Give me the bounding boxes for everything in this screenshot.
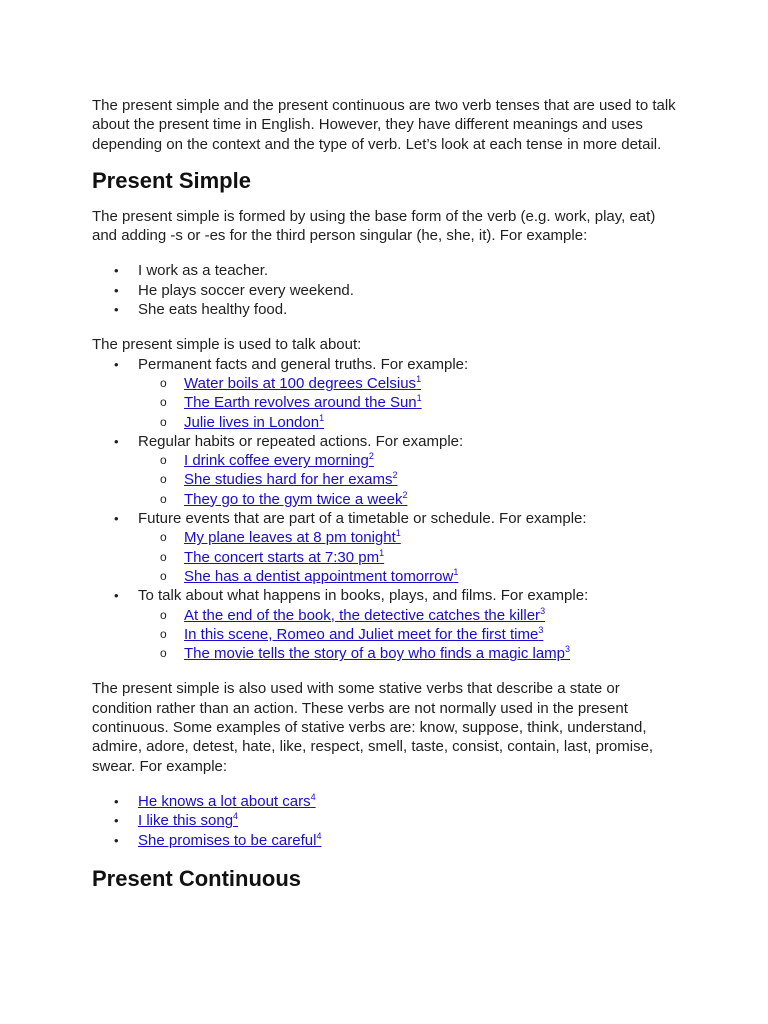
example-link[interactable]: Julie lives in London$^1$ bbox=[184, 412, 325, 431]
use-label: To talk about what happens in books, plays, and films. For example: bbox=[138, 587, 589, 605]
intro-paragraph: The present simple and the present continuous are two verb tenses that are used to talk about the present time in English. However, they have different meanings and uses depending on the context and the type of verb. Let’s look at each tense in more detail. bbox=[92, 97, 676, 153]
sub-list-item bbox=[138, 548, 682, 567]
footnote-ref: 1 bbox=[319, 412, 325, 423]
footnote-ref: 4 bbox=[233, 811, 239, 822]
circle-bullet-icon: o bbox=[160, 472, 167, 487]
sub-list bbox=[138, 374, 682, 432]
example-link[interactable]: They go to the gym twice a week$^2$ bbox=[184, 489, 408, 508]
use-item-habits bbox=[92, 432, 682, 509]
list-item bbox=[92, 792, 682, 811]
stative-paragraph: The present simple is also used with some stative verbs that describe a state or condition rather than an action. These verbs are not normally used in the present continuous. Some examples of stative verbs are: know, suppose, think, understand, admire, adore, detest, hate, like, respect, smell, taste, consist, contain, last, promise, swear. For example: bbox=[92, 680, 654, 775]
bullet-icon: • bbox=[114, 433, 119, 449]
circle-bullet-icon: o bbox=[160, 491, 167, 506]
circle-bullet-icon: o bbox=[160, 530, 167, 545]
footnote-ref: 1 bbox=[395, 528, 401, 539]
bullet-icon: • bbox=[114, 588, 119, 604]
footnote-ref: 1 bbox=[416, 393, 422, 404]
footnote-ref: 2 bbox=[368, 451, 374, 462]
example-link[interactable]: She studies hard for her exams$^2$ bbox=[184, 470, 398, 489]
sub-list-item bbox=[138, 644, 682, 663]
footnote-ref: 1 bbox=[379, 547, 385, 558]
example-link[interactable]: She has a dentist appointment tomorrow$^1$ bbox=[184, 566, 459, 585]
example-link[interactable]: Water boils at 100 degrees Celsius$^1$ bbox=[184, 373, 422, 392]
document-page bbox=[92, 96, 682, 905]
formation-examples-list bbox=[92, 261, 682, 319]
footnote-ref: 3 bbox=[540, 605, 546, 616]
example-link[interactable]: I drink coffee every morning$^2$ bbox=[184, 451, 374, 470]
footnote-ref: 1 bbox=[453, 566, 459, 577]
example-link[interactable]: The movie tells the story of a boy who finds a magic lamp$^3$ bbox=[184, 644, 571, 663]
example-link[interactable]: I like this song$^4$ bbox=[138, 811, 239, 830]
circle-bullet-icon: o bbox=[160, 646, 167, 661]
footnote-ref: 1 bbox=[416, 373, 422, 384]
sub-list-item bbox=[138, 625, 682, 644]
use-label: Future events that are part of a timetable or schedule. For example: bbox=[138, 510, 587, 528]
bullet-icon: • bbox=[114, 813, 119, 829]
list-item bbox=[92, 300, 682, 319]
footnote-ref: 3 bbox=[538, 624, 544, 635]
use-label: Regular habits or repeated actions. For example: bbox=[138, 432, 464, 450]
circle-bullet-icon: o bbox=[160, 395, 167, 410]
footnote-ref: 4 bbox=[316, 830, 322, 841]
sub-list-item bbox=[138, 413, 682, 432]
circle-bullet-icon: o bbox=[160, 453, 167, 468]
sub-list bbox=[138, 451, 682, 509]
circle-bullet-icon: o bbox=[160, 375, 167, 390]
sub-list-item bbox=[138, 606, 682, 625]
list-item-text: He plays soccer every weekend. bbox=[138, 281, 354, 299]
heading-present-continuous: Present Continuous bbox=[92, 865, 302, 891]
stative-examples-list bbox=[92, 792, 682, 850]
footnote-ref: 3 bbox=[565, 644, 571, 655]
formation-paragraph: The present simple is formed by using the base form of the verb (e.g. work, play, eat) and adding -s or -es for the third person singular (he, she, it). For example: bbox=[92, 207, 656, 245]
used-for-intro: The present simple is used to talk about: bbox=[92, 336, 362, 354]
sub-list-item bbox=[138, 528, 682, 547]
footnote-ref: 2 bbox=[402, 489, 408, 500]
sub-list bbox=[138, 606, 682, 664]
example-link[interactable]: He knows a lot about cars$^4$ bbox=[138, 791, 316, 810]
circle-bullet-icon: o bbox=[160, 607, 167, 622]
example-link[interactable]: The concert starts at 7:30 pm$^1$ bbox=[184, 547, 385, 566]
example-link[interactable]: She promises to be careful$^4$ bbox=[138, 830, 322, 849]
list-item bbox=[92, 831, 682, 850]
bullet-icon: • bbox=[114, 793, 119, 809]
heading-present-simple: Present Simple bbox=[92, 167, 251, 193]
use-item-facts bbox=[92, 355, 682, 432]
circle-bullet-icon: o bbox=[160, 626, 167, 641]
sub-list-item bbox=[138, 567, 682, 586]
example-link[interactable]: The Earth revolves around the Sun$^1$ bbox=[184, 393, 422, 412]
sub-list bbox=[138, 528, 682, 586]
uses-list bbox=[92, 355, 682, 664]
example-link[interactable]: My plane leaves at 8 pm tonight$^1$ bbox=[184, 528, 401, 547]
sub-list-item bbox=[138, 374, 682, 393]
footnote-ref: 2 bbox=[392, 470, 398, 481]
circle-bullet-icon: o bbox=[160, 549, 167, 564]
example-link[interactable]: In this scene, Romeo and Juliet meet for the first time$^3$ bbox=[184, 624, 544, 643]
list-item bbox=[92, 811, 682, 830]
circle-bullet-icon: o bbox=[160, 568, 167, 583]
sub-list-item bbox=[138, 470, 682, 489]
list-item-text: I work as a teacher. bbox=[138, 262, 269, 280]
sub-list-item bbox=[138, 393, 682, 412]
footnote-ref: 4 bbox=[310, 791, 316, 802]
bullet-icon: • bbox=[114, 356, 119, 372]
sub-list-item bbox=[138, 451, 682, 470]
use-item-timetable bbox=[92, 509, 682, 586]
list-item-text: She eats healthy food. bbox=[138, 301, 288, 319]
bullet-icon: • bbox=[114, 282, 119, 298]
use-label: Permanent facts and general truths. For example: bbox=[138, 355, 469, 373]
circle-bullet-icon: o bbox=[160, 414, 167, 429]
example-link[interactable]: At the end of the book, the detective catches the killer$^3$ bbox=[184, 605, 546, 624]
list-item bbox=[92, 281, 682, 300]
bullet-icon: • bbox=[114, 832, 119, 848]
bullet-icon: • bbox=[114, 263, 119, 279]
use-item-narratives bbox=[92, 586, 682, 663]
sub-list-item bbox=[138, 490, 682, 509]
list-item bbox=[92, 261, 682, 280]
bullet-icon: • bbox=[114, 511, 119, 527]
bullet-icon: • bbox=[114, 302, 119, 318]
